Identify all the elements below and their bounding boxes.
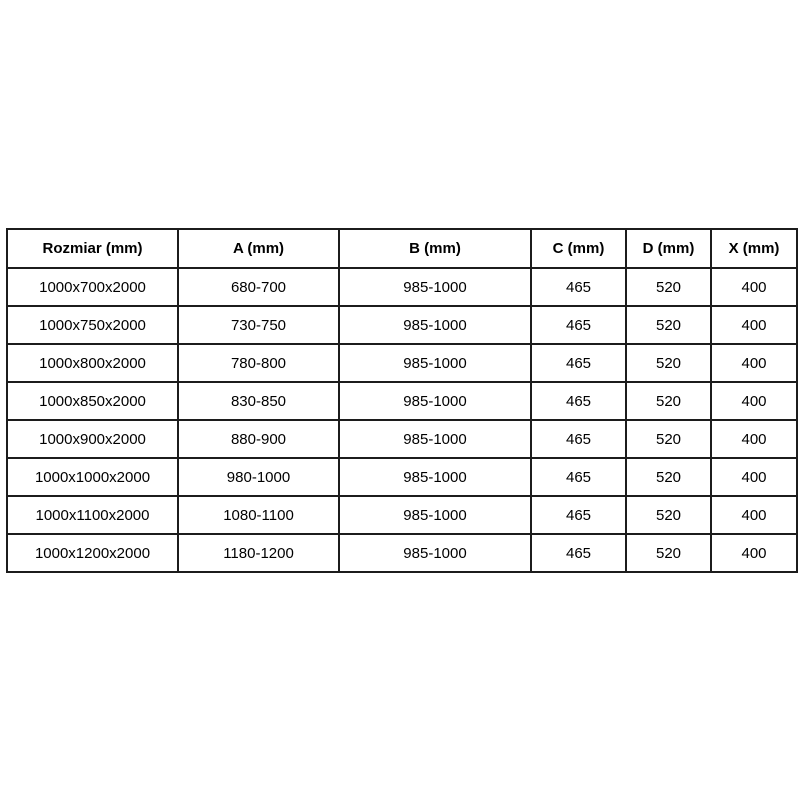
table-row bbox=[7, 534, 797, 572]
cell-a: 980-1000 bbox=[178, 458, 339, 496]
cell-rozmiar: 1000x800x2000 bbox=[7, 344, 178, 382]
cell-d: 520 bbox=[626, 534, 711, 572]
table-row bbox=[7, 382, 797, 420]
cell-d: 520 bbox=[626, 382, 711, 420]
cell-d: 520 bbox=[626, 420, 711, 458]
cell-rozmiar: 1000x700x2000 bbox=[7, 268, 178, 306]
cell-c: 465 bbox=[531, 306, 626, 344]
cell-x: 400 bbox=[711, 306, 797, 344]
cell-d: 520 bbox=[626, 458, 711, 496]
cell-a: 1080-1100 bbox=[178, 496, 339, 534]
size-spec-table bbox=[6, 228, 798, 573]
cell-rozmiar: 1000x750x2000 bbox=[7, 306, 178, 344]
table-row bbox=[7, 496, 797, 534]
cell-a: 1180-1200 bbox=[178, 534, 339, 572]
cell-x: 400 bbox=[711, 268, 797, 306]
table-row bbox=[7, 306, 797, 344]
cell-x: 400 bbox=[711, 458, 797, 496]
cell-b: 985-1000 bbox=[339, 344, 531, 382]
cell-d: 520 bbox=[626, 268, 711, 306]
table-row bbox=[7, 420, 797, 458]
column-header-a: A (mm) bbox=[178, 229, 339, 268]
cell-rozmiar: 1000x1100x2000 bbox=[7, 496, 178, 534]
cell-x: 400 bbox=[711, 382, 797, 420]
cell-c: 465 bbox=[531, 420, 626, 458]
cell-d: 520 bbox=[626, 496, 711, 534]
cell-x: 400 bbox=[711, 534, 797, 572]
cell-c: 465 bbox=[531, 344, 626, 382]
cell-b: 985-1000 bbox=[339, 458, 531, 496]
cell-x: 400 bbox=[711, 420, 797, 458]
cell-rozmiar: 1000x1200x2000 bbox=[7, 534, 178, 572]
table-row bbox=[7, 268, 797, 306]
cell-a: 680-700 bbox=[178, 268, 339, 306]
cell-b: 985-1000 bbox=[339, 534, 531, 572]
table-row bbox=[7, 344, 797, 382]
cell-a: 880-900 bbox=[178, 420, 339, 458]
cell-b: 985-1000 bbox=[339, 306, 531, 344]
cell-a: 730-750 bbox=[178, 306, 339, 344]
cell-d: 520 bbox=[626, 344, 711, 382]
cell-c: 465 bbox=[531, 496, 626, 534]
column-header-c: C (mm) bbox=[531, 229, 626, 268]
cell-x: 400 bbox=[711, 496, 797, 534]
cell-b: 985-1000 bbox=[339, 382, 531, 420]
cell-d: 520 bbox=[626, 306, 711, 344]
cell-c: 465 bbox=[531, 534, 626, 572]
cell-b: 985-1000 bbox=[339, 268, 531, 306]
cell-b: 985-1000 bbox=[339, 496, 531, 534]
column-header-rozmiar: Rozmiar (mm) bbox=[7, 229, 178, 268]
table-row bbox=[7, 458, 797, 496]
column-header-b: B (mm) bbox=[339, 229, 531, 268]
cell-c: 465 bbox=[531, 268, 626, 306]
size-spec-table-container bbox=[6, 228, 796, 573]
cell-rozmiar: 1000x900x2000 bbox=[7, 420, 178, 458]
cell-a: 830-850 bbox=[178, 382, 339, 420]
cell-a: 780-800 bbox=[178, 344, 339, 382]
column-header-x: X (mm) bbox=[711, 229, 797, 268]
cell-rozmiar: 1000x850x2000 bbox=[7, 382, 178, 420]
cell-rozmiar: 1000x1000x2000 bbox=[7, 458, 178, 496]
column-header-d: D (mm) bbox=[626, 229, 711, 268]
cell-c: 465 bbox=[531, 382, 626, 420]
cell-c: 465 bbox=[531, 458, 626, 496]
cell-x: 400 bbox=[711, 344, 797, 382]
table-header-row bbox=[7, 229, 797, 268]
cell-b: 985-1000 bbox=[339, 420, 531, 458]
